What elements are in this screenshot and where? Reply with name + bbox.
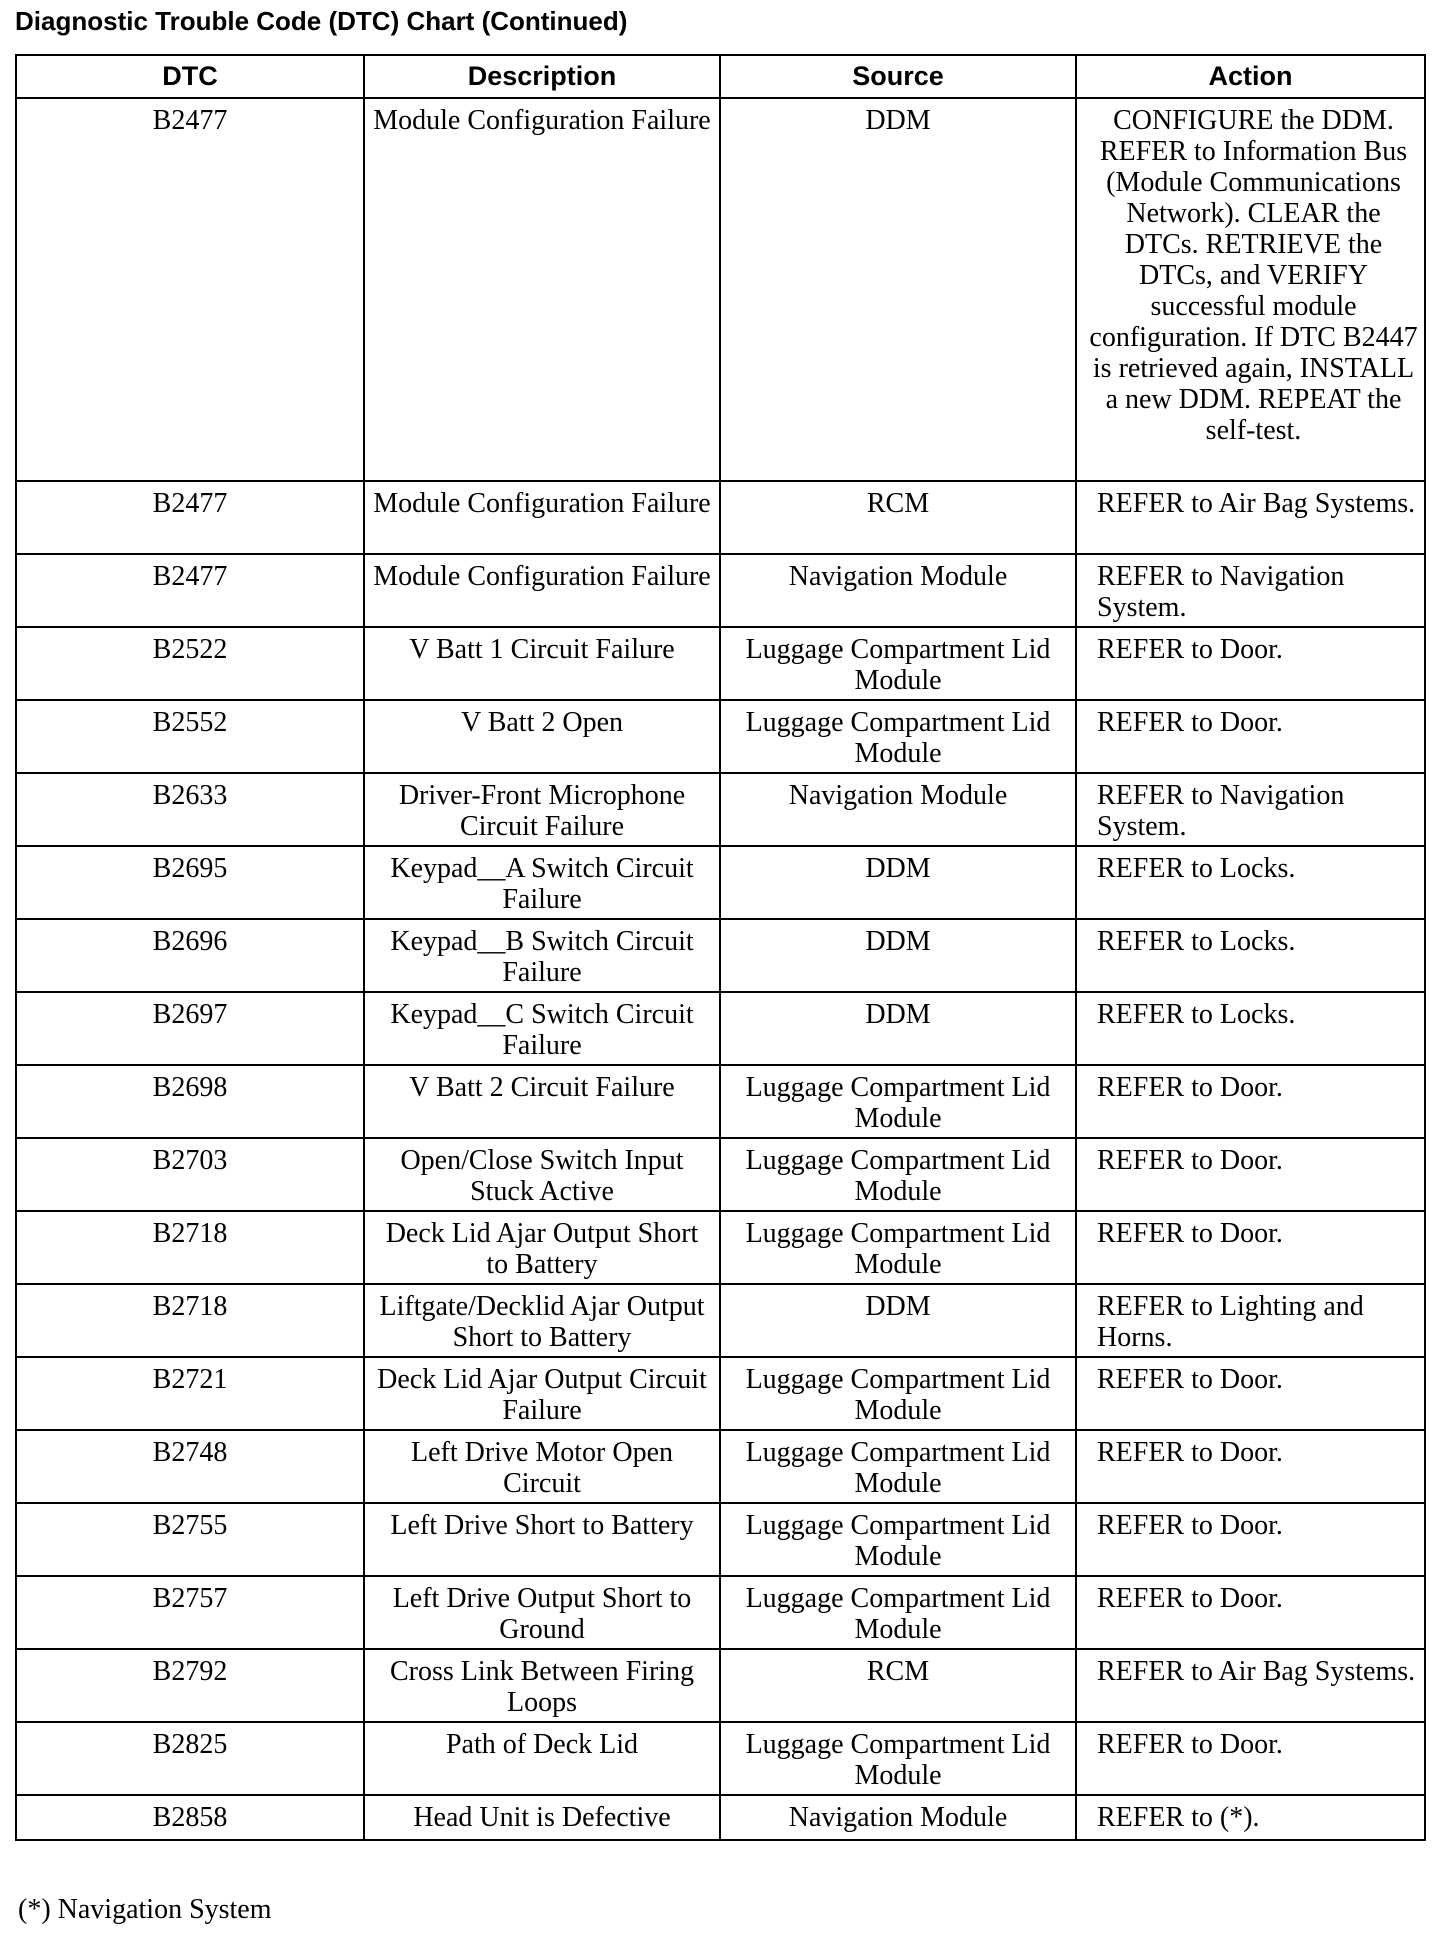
cell-description: Open/Close Switch Input Stuck Active (364, 1138, 720, 1211)
table-row (16, 773, 1425, 846)
cell-description: Driver-Front Microphone Circuit Failure (364, 773, 720, 846)
cell-description: Deck Lid Ajar Output Short to Battery (364, 1211, 720, 1284)
cell-dtc: B2522 (16, 627, 364, 700)
dtc-table (15, 54, 1426, 1841)
table-row (16, 1503, 1425, 1576)
cell-action: REFER to Door. (1076, 700, 1425, 773)
cell-description: Liftgate/Decklid Ajar Output Short to Battery (364, 1284, 720, 1357)
cell-source: DDM (720, 992, 1076, 1065)
cell-action: REFER to Navigation System. (1076, 554, 1425, 627)
cell-description: Module Configuration Failure (364, 98, 720, 481)
cell-dtc: B2698 (16, 1065, 364, 1138)
table-row (16, 1065, 1425, 1138)
cell-dtc: B2721 (16, 1357, 364, 1430)
cell-source: Luggage Compartment Lid Module (720, 627, 1076, 700)
cell-source: Luggage Compartment Lid Module (720, 1138, 1076, 1211)
table-row (16, 627, 1425, 700)
column-header-action: Action (1076, 55, 1425, 98)
cell-action: REFER to Air Bag Systems. (1076, 481, 1425, 554)
table-row (16, 1576, 1425, 1649)
cell-source: Luggage Compartment Lid Module (720, 700, 1076, 773)
cell-action: REFER to Navigation System. (1076, 773, 1425, 846)
table-header-row (16, 55, 1425, 98)
cell-description: Left Drive Short to Battery (364, 1503, 720, 1576)
table-row (16, 919, 1425, 992)
cell-source: Luggage Compartment Lid Module (720, 1576, 1076, 1649)
table-row (16, 554, 1425, 627)
cell-dtc: B2718 (16, 1284, 364, 1357)
table-row (16, 1430, 1425, 1503)
cell-source: RCM (720, 1649, 1076, 1722)
cell-source: DDM (720, 919, 1076, 992)
cell-dtc: B2755 (16, 1503, 364, 1576)
cell-description: Module Configuration Failure (364, 554, 720, 627)
table-row (16, 1284, 1425, 1357)
cell-action: REFER to Door. (1076, 1211, 1425, 1284)
cell-dtc: B2697 (16, 992, 364, 1065)
table-row (16, 98, 1425, 481)
cell-action: REFER to Door. (1076, 1357, 1425, 1430)
cell-action: REFER to Locks. (1076, 992, 1425, 1065)
cell-source: Luggage Compartment Lid Module (720, 1065, 1076, 1138)
cell-description: Module Configuration Failure (364, 481, 720, 554)
table-row (16, 700, 1425, 773)
cell-description: Path of Deck Lid (364, 1722, 720, 1795)
cell-source: Navigation Module (720, 1795, 1076, 1840)
table-row (16, 1138, 1425, 1211)
cell-source: Luggage Compartment Lid Module (720, 1211, 1076, 1284)
cell-description: Keypad__C Switch Circuit Failure (364, 992, 720, 1065)
cell-dtc: B2477 (16, 481, 364, 554)
cell-source: Navigation Module (720, 554, 1076, 627)
cell-source: DDM (720, 846, 1076, 919)
cell-action: REFER to Door. (1076, 1722, 1425, 1795)
cell-action: REFER to Air Bag Systems. (1076, 1649, 1425, 1722)
table-row (16, 1795, 1425, 1840)
cell-source: Luggage Compartment Lid Module (720, 1503, 1076, 1576)
cell-description: Left Drive Output Short to Ground (364, 1576, 720, 1649)
cell-action: REFER to Lighting and Horns. (1076, 1284, 1425, 1357)
cell-dtc: B2792 (16, 1649, 364, 1722)
cell-description: Left Drive Motor Open Circuit (364, 1430, 720, 1503)
cell-action: REFER to Door. (1076, 627, 1425, 700)
cell-dtc: B2695 (16, 846, 364, 919)
table-body (16, 98, 1425, 1840)
table-row (16, 992, 1425, 1065)
cell-action: REFER to (*). (1076, 1795, 1425, 1840)
cell-action: REFER to Door. (1076, 1576, 1425, 1649)
cell-dtc: B2696 (16, 919, 364, 992)
cell-dtc: B2825 (16, 1722, 364, 1795)
cell-action: REFER to Door. (1076, 1065, 1425, 1138)
cell-dtc: B2748 (16, 1430, 364, 1503)
cell-source: DDM (720, 98, 1076, 481)
cell-dtc: B2718 (16, 1211, 364, 1284)
cell-dtc: B2552 (16, 700, 364, 773)
cell-description: Cross Link Between Firing Loops (364, 1649, 720, 1722)
cell-description: V Batt 2 Open (364, 700, 720, 773)
cell-action: REFER to Locks. (1076, 919, 1425, 992)
column-header-source: Source (720, 55, 1076, 98)
cell-dtc: B2757 (16, 1576, 364, 1649)
table-row (16, 481, 1425, 554)
cell-source: Luggage Compartment Lid Module (720, 1722, 1076, 1795)
cell-description: V Batt 2 Circuit Failure (364, 1065, 720, 1138)
cell-source: RCM (720, 481, 1076, 554)
table-row (16, 1722, 1425, 1795)
cell-source: Navigation Module (720, 773, 1076, 846)
cell-description: Head Unit is Defective (364, 1795, 720, 1840)
cell-action: REFER to Door. (1076, 1503, 1425, 1576)
table-row (16, 1649, 1425, 1722)
footnote: (*) Navigation System (18, 1894, 272, 1925)
cell-source: Luggage Compartment Lid Module (720, 1357, 1076, 1430)
cell-description: Keypad__B Switch Circuit Failure (364, 919, 720, 992)
page-title: Diagnostic Trouble Code (DTC) Chart (Continued) (15, 6, 628, 36)
column-header-dtc: DTC (16, 55, 364, 98)
cell-source: Luggage Compartment Lid Module (720, 1430, 1076, 1503)
table-row (16, 1211, 1425, 1284)
cell-dtc: B2858 (16, 1795, 364, 1840)
cell-action: REFER to Door. (1076, 1138, 1425, 1211)
cell-action: REFER to Door. (1076, 1430, 1425, 1503)
cell-dtc: B2703 (16, 1138, 364, 1211)
cell-source: DDM (720, 1284, 1076, 1357)
cell-dtc: B2477 (16, 554, 364, 627)
cell-description: Keypad__A Switch Circuit Failure (364, 846, 720, 919)
cell-description: V Batt 1 Circuit Failure (364, 627, 720, 700)
cell-action: CONFIGURE the DDM. REFER to Information Bus (Module Communications Network). CLEAR the DTCs. RETRIEVE the DTCs, and VERIFY successful module configuration. If DTC B2447 is retrieved again, INSTALL a new DDM. REPEAT the self-test. (1076, 98, 1425, 481)
cell-dtc: B2633 (16, 773, 364, 846)
cell-description: Deck Lid Ajar Output Circuit Failure (364, 1357, 720, 1430)
table-row (16, 1357, 1425, 1430)
table-row (16, 846, 1425, 919)
cell-action: REFER to Locks. (1076, 846, 1425, 919)
cell-dtc: B2477 (16, 98, 364, 481)
column-header-description: Description (364, 55, 720, 98)
